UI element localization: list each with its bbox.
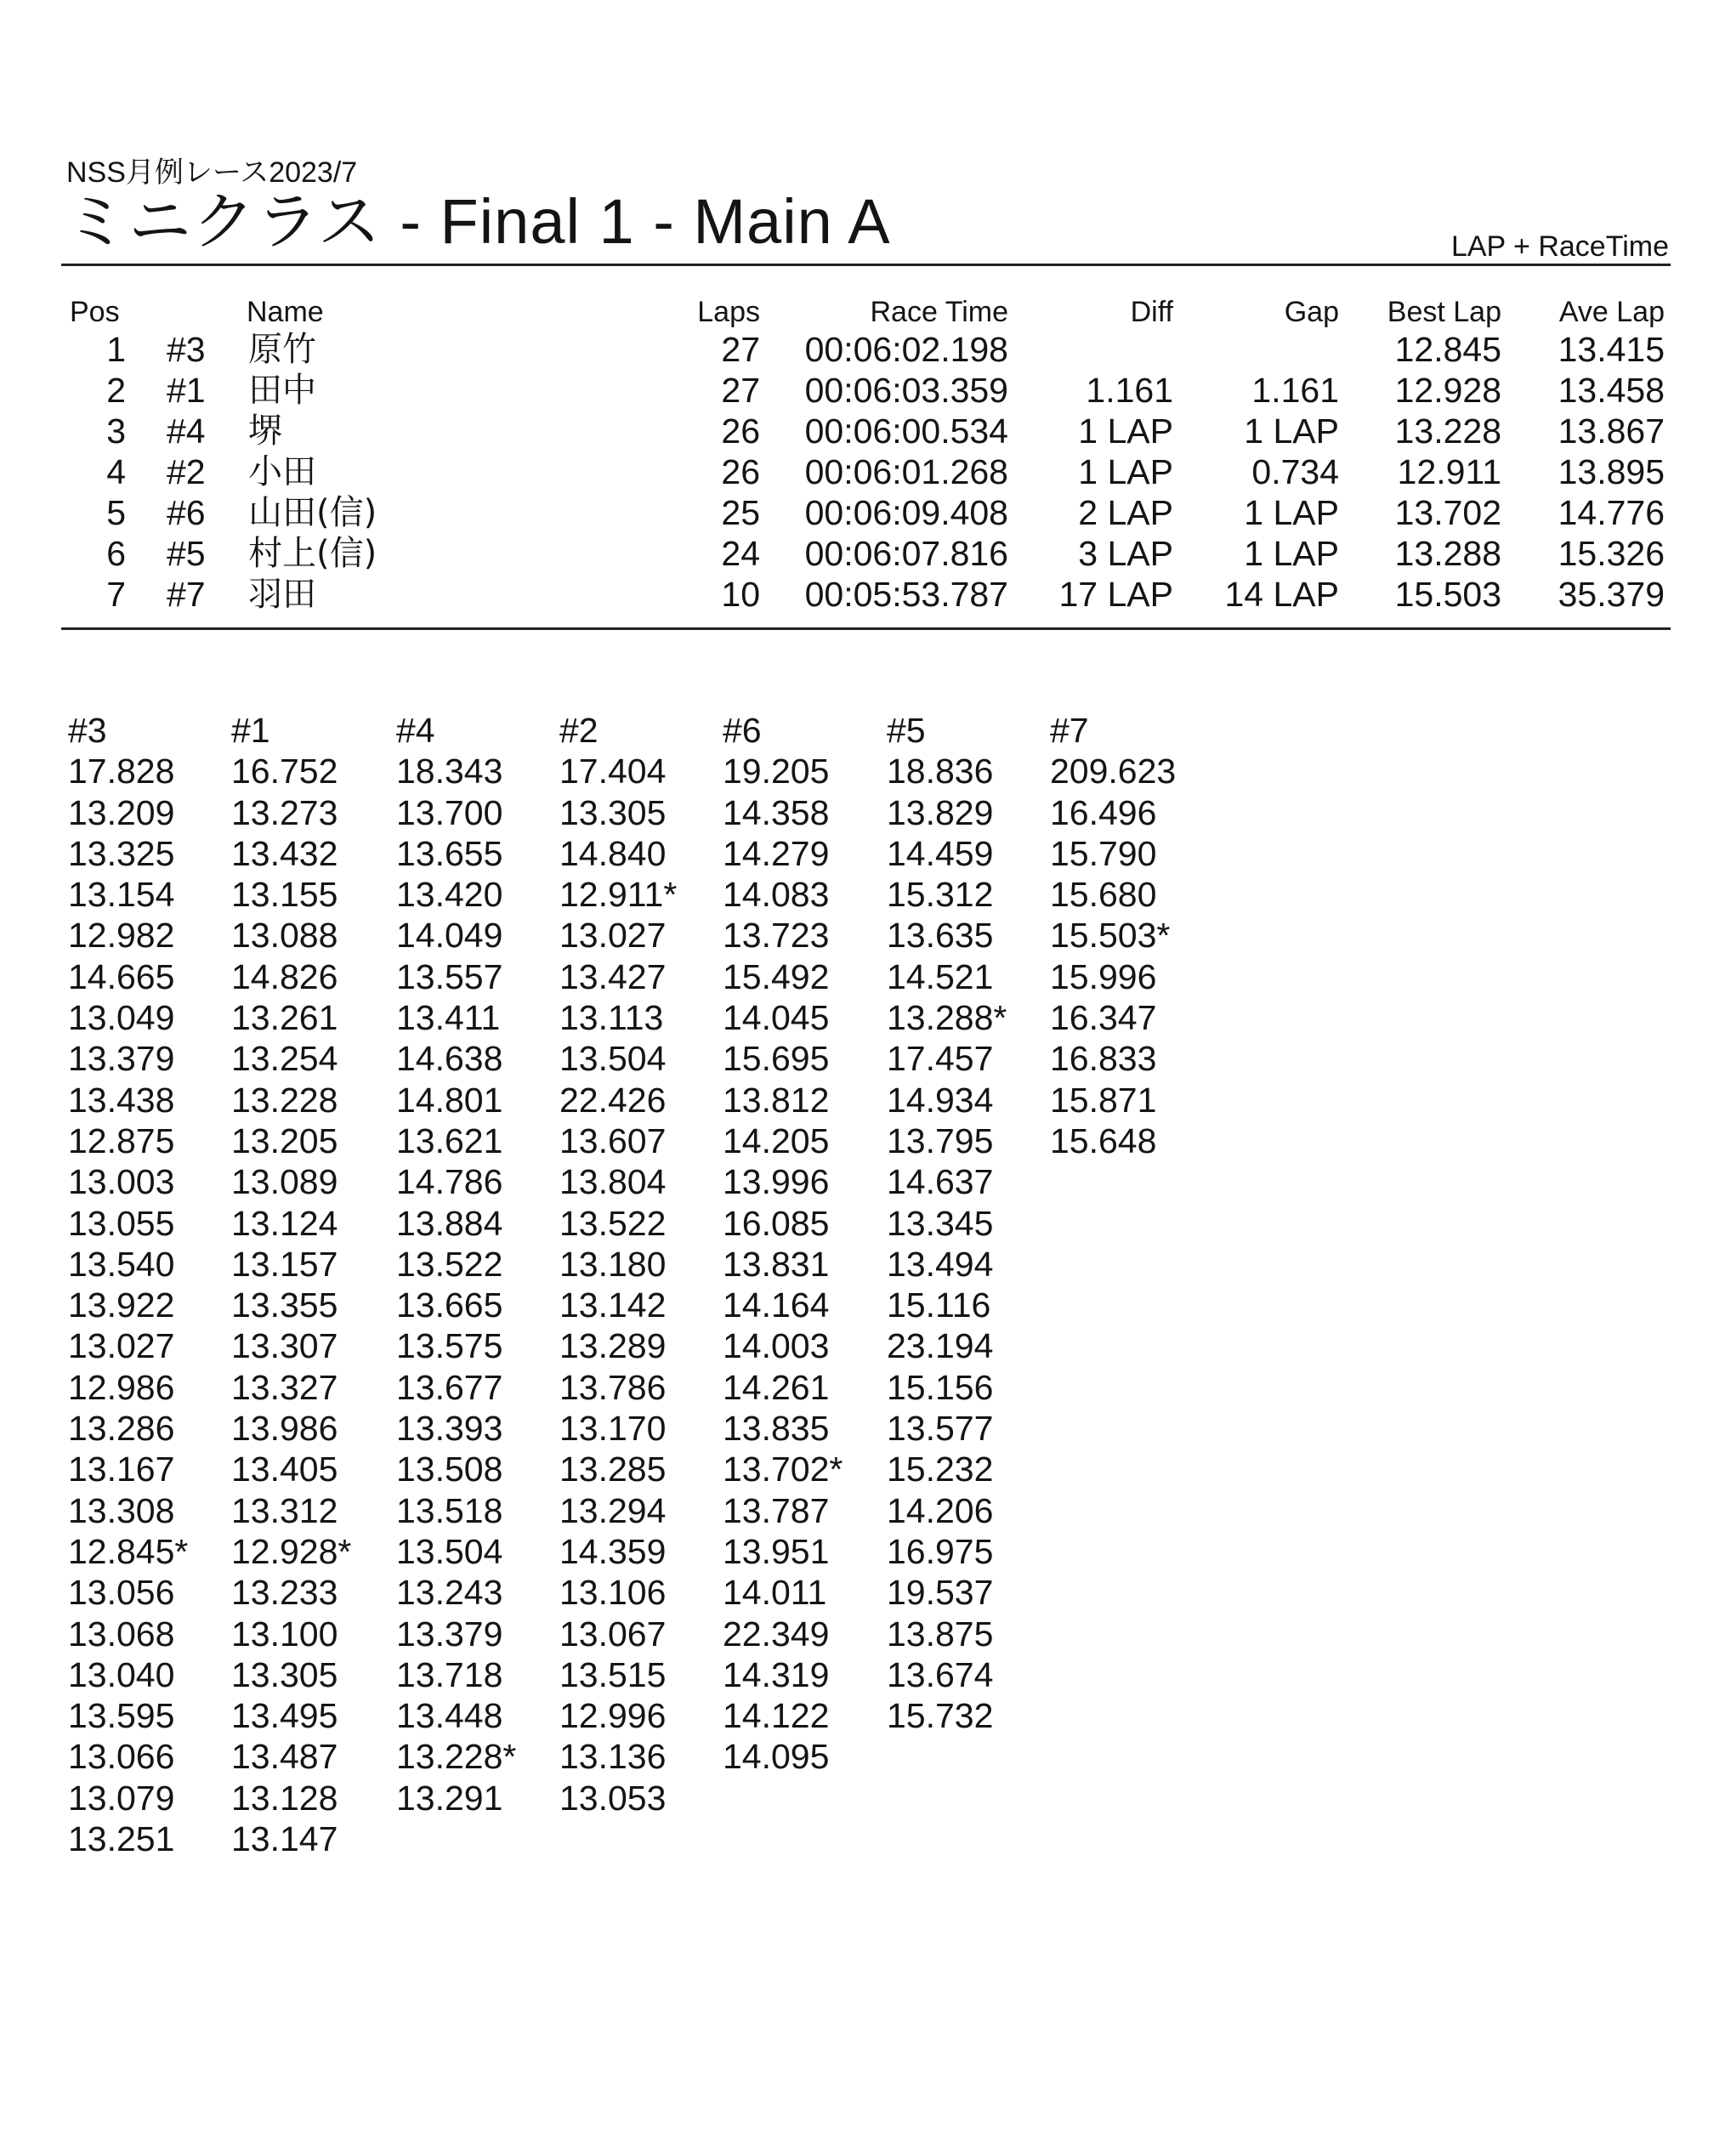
lap-time: 14.122 (723, 1696, 830, 1736)
lap-time: 14.011 (723, 1573, 827, 1613)
result-driver-name: 原竹 (248, 330, 316, 369)
result-diff: 1 LAP (1078, 452, 1173, 491)
lap-time: 13.228* (396, 1737, 517, 1777)
lap-time: 13.068 (68, 1614, 175, 1654)
lap-time: 13.056 (68, 1573, 175, 1613)
result-car-number: #5 (167, 534, 206, 573)
result-race-time: 00:06:07.816 (804, 534, 1008, 573)
lap-time: 13.067 (559, 1614, 667, 1654)
lap-time: 14.638 (396, 1039, 503, 1079)
result-race-time: 00:05:53.787 (804, 575, 1008, 614)
lap-time: 14.934 (887, 1080, 994, 1120)
lap-column-car-number: #3 (68, 711, 107, 750)
lap-time: 19.205 (723, 752, 830, 791)
lap-time: 13.557 (396, 956, 503, 996)
lap-time: 13.100 (231, 1614, 338, 1654)
lap-time: 15.680 (1050, 875, 1157, 915)
lap-time: 13.432 (231, 833, 338, 873)
result-diff: 1 LAP (1078, 411, 1173, 451)
result-pos: 4 (106, 452, 126, 491)
lap-time: 13.027 (68, 1326, 175, 1366)
lap-time: 13.494 (887, 1244, 994, 1284)
lap-time: 15.312 (887, 875, 994, 915)
lap-time: 13.504 (559, 1039, 667, 1079)
lap-time: 13.147 (231, 1819, 338, 1859)
lap-time: 15.232 (887, 1450, 994, 1489)
col-header-best-lap: Best Lap (1387, 296, 1501, 328)
result-pos: 5 (106, 493, 126, 532)
lap-time: 14.205 (723, 1121, 830, 1160)
result-laps: 27 (721, 330, 760, 369)
lap-time: 14.279 (723, 833, 830, 873)
lap-time: 13.155 (231, 875, 338, 915)
result-best-lap: 12.845 (1394, 330, 1501, 369)
lap-time: 13.515 (559, 1654, 667, 1694)
lap-time: 13.136 (559, 1737, 667, 1777)
result-laps: 26 (721, 452, 760, 491)
lap-time: 12.982 (68, 916, 175, 956)
lap-time: 16.752 (231, 752, 338, 791)
lap-time: 16.975 (887, 1531, 994, 1571)
lap-time: 13.243 (396, 1573, 503, 1613)
col-header-ave-lap: Ave Lap (1558, 296, 1665, 328)
lap-time: 13.448 (396, 1696, 503, 1736)
lap-time: 13.835 (723, 1409, 830, 1449)
lap-time: 13.288* (887, 998, 1007, 1038)
lap-time: 13.157 (231, 1244, 338, 1284)
lap-column (396, 710, 558, 1818)
lap-time: 13.294 (559, 1490, 667, 1530)
lap-time: 13.718 (396, 1654, 503, 1694)
lap-column-car-number: #5 (887, 711, 926, 750)
lap-column (1050, 710, 1211, 1161)
lap-column (68, 710, 230, 1859)
lap-time: 13.286 (68, 1409, 175, 1449)
lap-column (559, 710, 721, 1818)
lap-time: 14.521 (887, 956, 994, 996)
result-ave-lap: 14.776 (1558, 493, 1665, 532)
col-header-name: Name (247, 296, 324, 328)
lap-time: 13.405 (231, 1450, 338, 1489)
lap-time: 16.085 (723, 1203, 830, 1243)
lap-time: 13.055 (68, 1203, 175, 1243)
lap-time: 13.795 (887, 1121, 994, 1160)
result-driver-name: 小田 (248, 452, 316, 491)
lap-time: 14.637 (887, 1162, 994, 1202)
lap-time: 22.349 (723, 1614, 830, 1654)
lap-time: 13.577 (887, 1409, 994, 1449)
result-row (0, 533, 1725, 574)
result-diff: 17 LAP (1058, 575, 1173, 614)
result-diff: 2 LAP (1078, 493, 1173, 532)
lap-time: 13.142 (559, 1285, 667, 1325)
lap-time: 13.305 (231, 1654, 338, 1694)
lap-time: 13.518 (396, 1490, 503, 1530)
lap-time: 12.875 (68, 1121, 175, 1160)
col-header-gap: Gap (1284, 296, 1339, 328)
lap-time: 13.504 (396, 1531, 503, 1571)
lap-time: 14.665 (68, 956, 175, 996)
lap-time: 13.522 (559, 1203, 667, 1243)
lap-time: 13.787 (723, 1490, 830, 1530)
result-gap: 14 LAP (1224, 575, 1339, 614)
lap-time: 15.492 (723, 956, 830, 996)
result-row (0, 370, 1725, 411)
lap-time: 13.522 (396, 1244, 503, 1284)
lap-time: 13.508 (396, 1450, 503, 1489)
result-laps: 24 (721, 534, 760, 573)
lap-time: 13.487 (231, 1737, 338, 1777)
lap-time: 15.503* (1050, 916, 1171, 956)
lap-time: 13.273 (231, 792, 338, 832)
lap-time: 13.996 (723, 1162, 830, 1202)
lap-time: 13.884 (396, 1203, 503, 1243)
lap-column-car-number: #7 (1050, 711, 1089, 750)
lap-time: 16.347 (1050, 998, 1157, 1038)
result-gap: 1 LAP (1244, 534, 1339, 573)
lap-time: 13.291 (396, 1778, 503, 1818)
lap-time: 14.049 (396, 916, 503, 956)
lap-time: 13.829 (887, 792, 994, 832)
lap-time: 13.128 (231, 1778, 338, 1818)
lap-column (723, 710, 884, 1778)
results-table (0, 293, 1725, 615)
lap-time: 17.404 (559, 752, 667, 791)
lap-time: 18.836 (887, 752, 994, 791)
lap-time: 14.319 (723, 1654, 830, 1694)
result-best-lap: 13.288 (1394, 534, 1501, 573)
event-name: NSS月例レース2023/7 (66, 156, 358, 189)
lap-time: 19.537 (887, 1573, 994, 1613)
lap-time: 14.459 (887, 833, 994, 873)
lap-time: 13.540 (68, 1244, 175, 1284)
lap-time: 13.355 (231, 1285, 338, 1325)
result-gap: 1 LAP (1244, 493, 1339, 532)
result-driver-name: 羽田 (248, 575, 316, 614)
result-gap: 0.734 (1251, 452, 1339, 491)
result-laps: 25 (721, 493, 760, 532)
lap-time: 13.812 (723, 1080, 830, 1120)
result-pos: 1 (106, 330, 126, 369)
col-header-diff: Diff (1130, 296, 1173, 328)
result-diff: 3 LAP (1078, 534, 1173, 573)
lap-time: 13.607 (559, 1121, 667, 1160)
result-best-lap: 13.702 (1394, 493, 1501, 532)
lap-time: 15.790 (1050, 833, 1157, 873)
lap-time: 13.066 (68, 1737, 175, 1777)
result-laps: 10 (721, 575, 760, 614)
result-best-lap: 15.503 (1394, 575, 1501, 614)
race-title: ミニクラス - Final 1 - Main A (65, 186, 891, 257)
lap-column-car-number: #6 (723, 711, 762, 750)
lap-time: 13.251 (68, 1819, 175, 1859)
top-divider (61, 264, 1671, 266)
result-row (0, 574, 1725, 615)
result-row (0, 329, 1725, 370)
result-ave-lap: 35.379 (1558, 575, 1665, 614)
lap-time: 13.674 (887, 1654, 994, 1694)
lap-time: 13.228 (231, 1080, 338, 1120)
lap-time: 13.106 (559, 1573, 667, 1613)
lap-time: 13.420 (396, 875, 503, 915)
lap-time: 13.986 (231, 1409, 338, 1449)
lap-time: 13.205 (231, 1121, 338, 1160)
lap-time: 15.695 (723, 1039, 830, 1079)
lap-time: 14.003 (723, 1326, 830, 1366)
lap-time: 13.124 (231, 1203, 338, 1243)
lap-time: 14.826 (231, 956, 338, 996)
result-ave-lap: 13.458 (1558, 371, 1665, 410)
result-laps: 27 (721, 371, 760, 410)
lap-time: 13.113 (559, 998, 664, 1038)
lap-time: 13.804 (559, 1162, 667, 1202)
lap-column-car-number: #1 (231, 711, 270, 750)
result-ave-lap: 15.326 (1558, 534, 1665, 573)
result-race-time: 00:06:09.408 (804, 493, 1008, 532)
lap-time: 13.305 (559, 792, 667, 832)
lap-time: 14.164 (723, 1285, 830, 1325)
lap-time: 13.875 (887, 1614, 994, 1654)
lap-time: 14.358 (723, 792, 830, 832)
result-laps: 26 (721, 411, 760, 451)
lap-time: 17.828 (68, 752, 175, 791)
lap-time: 13.325 (68, 833, 175, 873)
lap-time: 14.840 (559, 833, 667, 873)
lap-time: 13.079 (68, 1778, 175, 1818)
lap-time: 209.623 (1050, 752, 1177, 791)
lap-time: 13.053 (559, 1778, 667, 1818)
result-best-lap: 13.228 (1394, 411, 1501, 451)
lap-time: 13.951 (723, 1531, 830, 1571)
lap-time: 13.254 (231, 1039, 338, 1079)
result-car-number: #3 (167, 330, 206, 369)
lap-column (231, 710, 393, 1859)
result-car-number: #2 (167, 452, 206, 491)
lap-time: 15.996 (1050, 956, 1157, 996)
lap-time: 13.089 (231, 1162, 338, 1202)
result-race-time: 00:06:01.268 (804, 452, 1008, 491)
lap-time: 13.170 (559, 1409, 667, 1449)
result-driver-name: 堺 (248, 411, 282, 451)
lap-time: 13.393 (396, 1409, 503, 1449)
result-car-number: #4 (167, 411, 206, 451)
lap-time: 23.194 (887, 1326, 994, 1366)
lap-time: 12.928* (231, 1531, 352, 1571)
result-gap: 1 LAP (1244, 411, 1339, 451)
lap-time: 14.786 (396, 1162, 503, 1202)
lap-time: 13.180 (559, 1244, 667, 1284)
lap-time: 13.167 (68, 1450, 175, 1489)
result-pos: 6 (106, 534, 126, 573)
lap-time: 17.457 (887, 1039, 994, 1079)
lap-time: 13.427 (559, 956, 667, 996)
lap-time: 13.312 (231, 1490, 338, 1530)
results-body (0, 329, 1725, 615)
col-header-laps: Laps (697, 296, 760, 328)
lap-time: 13.289 (559, 1326, 667, 1366)
result-race-time: 00:06:03.359 (804, 371, 1008, 410)
lap-time: 13.307 (231, 1326, 338, 1366)
lap-time: 13.379 (396, 1614, 503, 1654)
lap-time: 14.206 (887, 1490, 994, 1530)
result-car-number: #1 (167, 371, 206, 410)
format-label: LAP + RaceTime (1450, 230, 1669, 263)
lap-time: 14.801 (396, 1080, 503, 1120)
lap-time: 14.359 (559, 1531, 667, 1571)
lap-time: 13.495 (231, 1696, 338, 1736)
lap-time: 13.655 (396, 833, 503, 873)
lap-time: 13.308 (68, 1490, 175, 1530)
result-row (0, 492, 1725, 533)
lap-time: 18.343 (396, 752, 503, 791)
lap-time: 15.116 (887, 1285, 991, 1325)
result-ave-lap: 13.895 (1558, 452, 1665, 491)
lap-time: 13.595 (68, 1696, 175, 1736)
lap-column-car-number: #2 (559, 711, 599, 750)
result-car-number: #7 (167, 575, 206, 614)
lap-time: 12.996 (559, 1696, 667, 1736)
lap-time: 13.723 (723, 916, 830, 956)
lap-time: 12.911* (559, 875, 678, 915)
lap-time: 13.575 (396, 1326, 503, 1366)
results-header-row (0, 293, 1725, 329)
result-best-lap: 12.928 (1394, 371, 1501, 410)
result-ave-lap: 13.867 (1558, 411, 1665, 451)
result-race-time: 00:06:02.198 (804, 330, 1008, 369)
result-best-lap: 12.911 (1397, 452, 1501, 491)
lap-time: 13.438 (68, 1080, 175, 1120)
lap-time: 13.345 (887, 1203, 994, 1243)
lap-time: 13.621 (396, 1121, 503, 1160)
lap-time: 13.665 (396, 1285, 503, 1325)
lap-time: 13.209 (68, 792, 175, 832)
lap-time: 13.049 (68, 998, 175, 1038)
lap-time: 12.845* (68, 1531, 189, 1571)
lap-time: 13.379 (68, 1039, 175, 1079)
lap-time: 13.261 (231, 998, 338, 1038)
lap-time: 13.027 (559, 916, 667, 956)
lap-time: 16.496 (1050, 792, 1157, 832)
lap-time: 13.040 (68, 1654, 175, 1694)
lap-time: 13.702* (723, 1450, 843, 1489)
result-car-number: #6 (167, 493, 206, 532)
lap-time: 12.986 (68, 1367, 175, 1407)
result-ave-lap: 13.415 (1558, 330, 1665, 369)
lap-time: 14.095 (723, 1737, 830, 1777)
result-row (0, 411, 1725, 451)
lap-time: 13.411 (396, 998, 501, 1038)
lap-time: 13.327 (231, 1367, 338, 1407)
lap-column-car-number: #4 (396, 711, 435, 750)
result-diff: 1.161 (1086, 371, 1173, 410)
result-driver-name: 田中 (248, 371, 316, 410)
lap-time: 13.831 (723, 1244, 830, 1284)
lap-time: 14.261 (723, 1367, 830, 1407)
lap-time: 13.786 (559, 1367, 667, 1407)
lap-time: 13.700 (396, 792, 503, 832)
col-header-race-time: Race Time (870, 296, 1008, 328)
lap-time: 13.677 (396, 1367, 503, 1407)
lap-time: 14.083 (723, 875, 830, 915)
result-row (0, 451, 1725, 492)
result-gap: 1.161 (1251, 371, 1339, 410)
lap-time: 15.156 (887, 1367, 994, 1407)
result-pos: 2 (106, 371, 126, 410)
result-race-time: 00:06:00.534 (804, 411, 1008, 451)
lap-time: 22.426 (559, 1080, 667, 1120)
lap-time: 14.045 (723, 998, 830, 1038)
lap-column (887, 710, 1048, 1736)
lap-time: 13.635 (887, 916, 994, 956)
lap-time: 13.285 (559, 1450, 667, 1489)
result-driver-name: 山田(信) (248, 493, 377, 532)
col-header-pos: Pos (70, 296, 120, 328)
lap-time: 13.922 (68, 1285, 175, 1325)
lap-time: 13.233 (231, 1573, 338, 1613)
lap-time: 13.088 (231, 916, 338, 956)
lap-time: 15.871 (1050, 1080, 1157, 1120)
lap-time: 15.648 (1050, 1121, 1157, 1160)
lap-time: 13.003 (68, 1162, 175, 1202)
result-pos: 7 (106, 575, 126, 614)
result-pos: 3 (106, 411, 126, 451)
result-driver-name: 村上(信) (248, 534, 377, 573)
lap-time: 13.154 (68, 875, 175, 915)
bottom-divider (61, 627, 1671, 630)
lap-time: 16.833 (1050, 1039, 1157, 1079)
lap-time: 15.732 (887, 1696, 994, 1736)
